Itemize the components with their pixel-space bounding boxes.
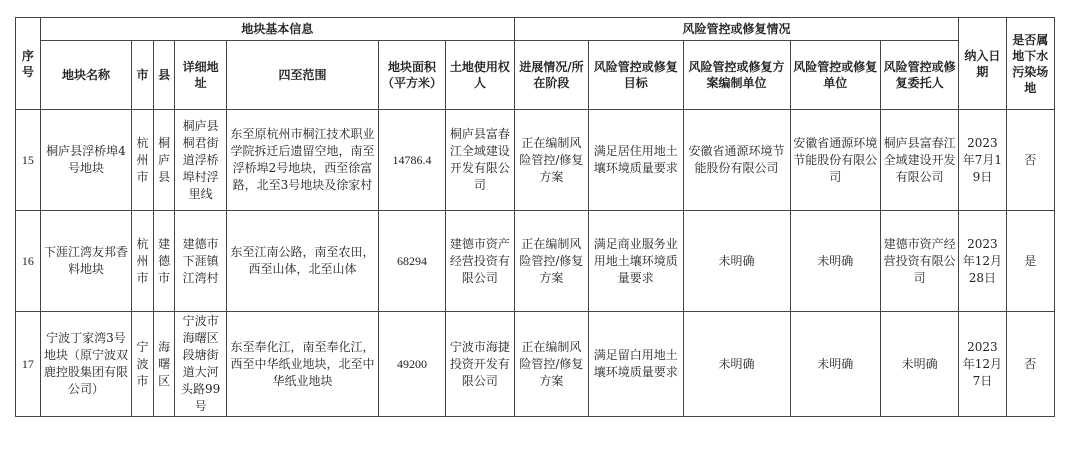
cell-client: 桐庐县富春江全域建设开发有限公司 [881, 110, 959, 211]
cell-city: 杭州市 [132, 110, 154, 211]
col-header-groundwater: 是否属地下水污染场地 [1006, 18, 1054, 110]
cell-address: 桐庐县桐君街道浮桥埠村浮里线 [175, 110, 226, 211]
cell-county: 桐庐县 [153, 110, 175, 211]
cell-name: 宁波丁家湾3号地块（原宁波双鹿控股集团有限公司） [40, 312, 132, 417]
col-header-area: 地块面积（平方米） [379, 41, 446, 110]
site-table-wrapper [15, 17, 1055, 417]
cell-address: 建德市下涯镇江湾村 [175, 211, 226, 312]
col-header-address: 详细地址 [175, 41, 226, 110]
cell-area: 68294 [379, 211, 446, 312]
cell-progress: 正在编制风险管控/修复方案 [514, 312, 588, 417]
cell-boundary: 东至奉化江，南至奉化江，西至中华纸业地块，北至中华纸业地块 [226, 312, 378, 417]
col-header-client: 风险管控或修复委托人 [881, 41, 959, 110]
cell-city: 宁波市 [132, 312, 154, 417]
cell-target: 满足居住用地土壤环境质量要求 [588, 110, 683, 211]
cell-owner: 宁波市海捷投资开发有限公司 [445, 312, 514, 417]
cell-groundwater: 否 [1006, 312, 1054, 417]
cell-name: 桐庐县浮桥埠4号地块 [40, 110, 132, 211]
cell-name: 下涯江湾友邦香料地块 [40, 211, 132, 312]
cell-owner: 建德市资产经营投资有限公司 [445, 211, 514, 312]
cell-repair-unit: 未明确 [790, 211, 881, 312]
cell-boundary: 东至江南公路，南至农田，西至山体，北至山体 [226, 211, 378, 312]
table-row [16, 110, 1055, 211]
col-header-county: 县 [153, 41, 175, 110]
cell-groundwater: 否 [1006, 110, 1054, 211]
table-row [16, 211, 1055, 312]
cell-groundwater: 是 [1006, 211, 1054, 312]
cell-date: 2023年7月19日 [959, 110, 1006, 211]
col-header-city: 市 [132, 41, 154, 110]
col-header-seq: 序号 [16, 18, 41, 110]
cell-seq: 15 [16, 110, 41, 211]
cell-area: 14786.4 [379, 110, 446, 211]
cell-city: 杭州市 [132, 211, 154, 312]
contaminated-sites-table [15, 17, 1055, 417]
cell-progress: 正在编制风险管控/修复方案 [514, 211, 588, 312]
table-row [16, 312, 1055, 417]
cell-repair-unit: 未明确 [790, 312, 881, 417]
cell-plan-unit: 安徽省通源环境节能股份有限公司 [683, 110, 790, 211]
col-header-target: 风险管控或修复目标 [588, 41, 683, 110]
cell-county: 海曙区 [153, 312, 175, 417]
cell-target: 满足商业服务业用地土壤环境质量要求 [588, 211, 683, 312]
col-header-progress: 进展情况/所在阶段 [514, 41, 588, 110]
cell-date: 2023年12月28日 [959, 211, 1006, 312]
group-header-basic-info: 地块基本信息 [40, 18, 514, 41]
cell-area: 49200 [379, 312, 446, 417]
cell-plan-unit: 未明确 [683, 312, 790, 417]
cell-county: 建德市 [153, 211, 175, 312]
cell-client: 未明确 [881, 312, 959, 417]
group-header-risk-control: 风险管控或修复情况 [514, 18, 958, 41]
cell-boundary: 东至原杭州市桐江技术职业学院拆迁后遗留空地，南至浮桥埠2号地块，西至徐富路，北至3号地块及徐家村 [226, 110, 378, 211]
cell-seq: 17 [16, 312, 41, 417]
cell-progress: 正在编制风险管控/修复方案 [514, 110, 588, 211]
cell-address: 宁波市海曙区段塘街道大河头路99号 [175, 312, 226, 417]
col-header-repair-unit: 风险管控或修复单位 [790, 41, 881, 110]
cell-owner: 桐庐县富春江全域建设开发有限公司 [445, 110, 514, 211]
cell-repair-unit: 安徽省通源环境节能股份有限公司 [790, 110, 881, 211]
cell-seq: 16 [16, 211, 41, 312]
col-header-boundary: 四至范围 [226, 41, 378, 110]
col-header-plan-unit: 风险管控或修复方案编制单位 [683, 41, 790, 110]
cell-date: 2023年12月7日 [959, 312, 1006, 417]
cell-target: 满足留白用地土壤环境质量要求 [588, 312, 683, 417]
col-header-owner: 土地使用权人 [445, 41, 514, 110]
cell-client: 建德市资产经营投资有限公司 [881, 211, 959, 312]
cell-plan-unit: 未明确 [683, 211, 790, 312]
col-header-name: 地块名称 [40, 41, 132, 110]
col-header-date: 纳入日期 [959, 18, 1006, 110]
